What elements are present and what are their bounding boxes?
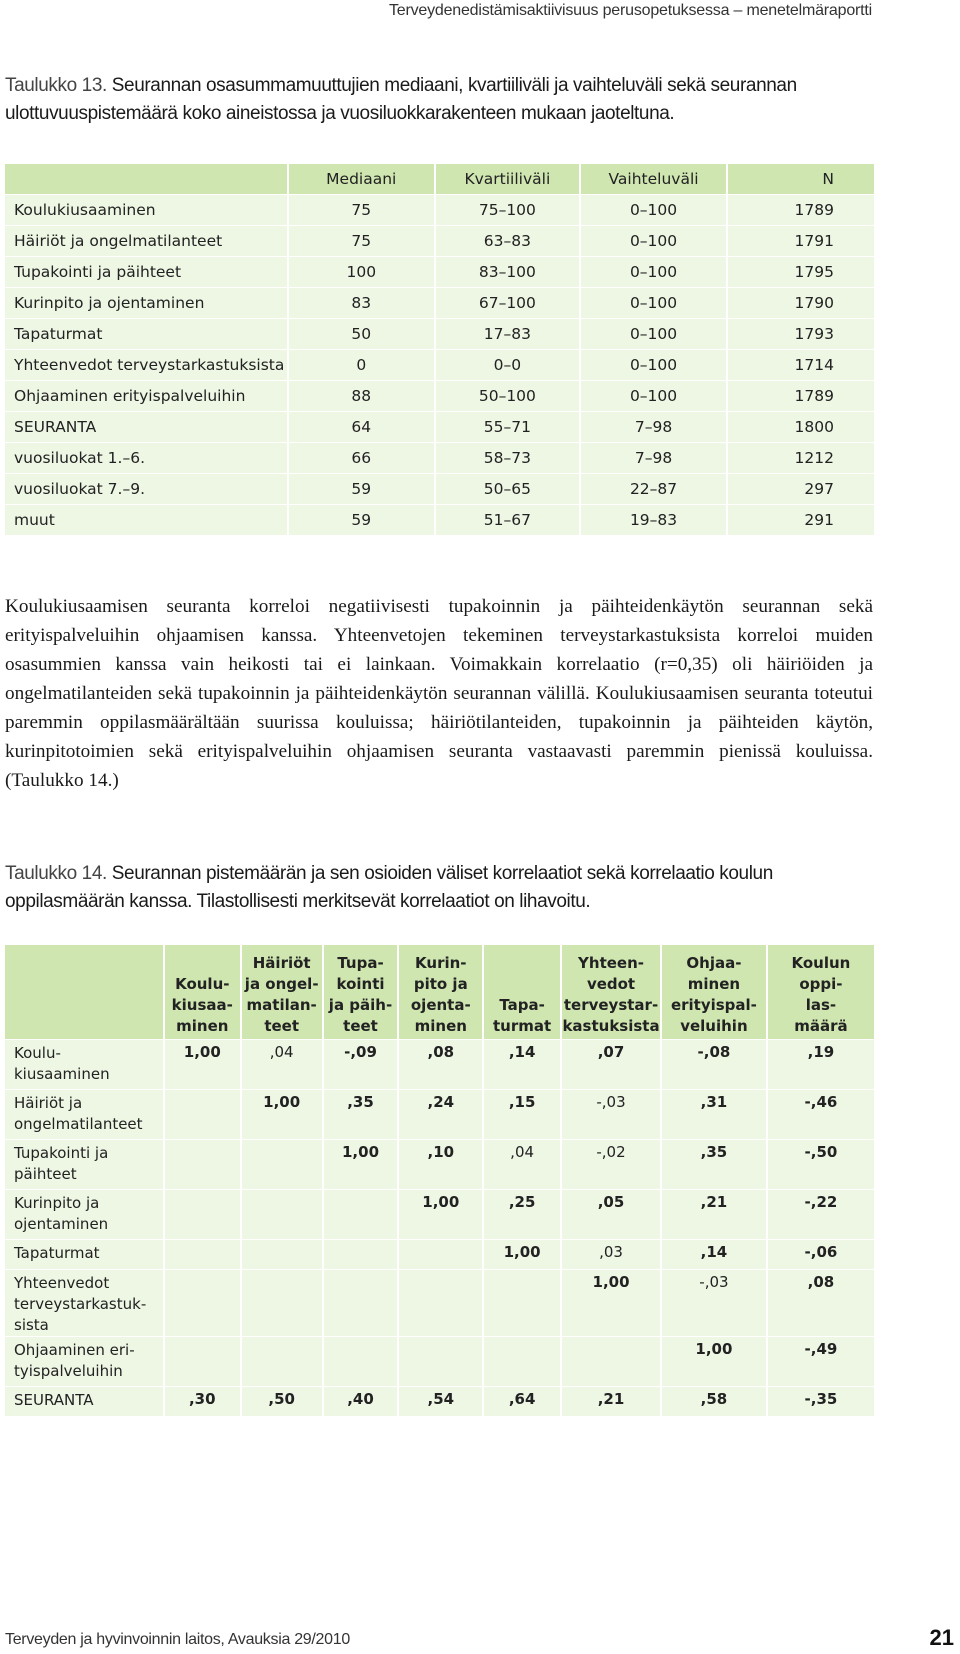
table13-row [4, 443, 875, 474]
table13-cell: 83 [288, 288, 435, 319]
table14-cell [164, 1190, 241, 1240]
table14-cell [164, 1337, 241, 1387]
table14-cell [561, 1337, 661, 1387]
running-header: Terveydenedistämisaktiivisuus perusopetuksessa – menetelmäraportti [388, 2, 872, 19]
table13-row-label: Kurinpito ja ojentaminen [4, 288, 288, 319]
table13-cell: 67–100 [435, 288, 581, 319]
table14-cell [323, 1240, 399, 1270]
table14-row [4, 1337, 875, 1387]
table13-row-label: Tapaturmat [4, 319, 288, 350]
table14-cell: -,09 [323, 1040, 399, 1090]
table14-row-label: Tupakointi ja päihteet [4, 1140, 164, 1190]
table14-row-label: Tapaturmat [4, 1240, 164, 1270]
table14-cell: ,21 [661, 1190, 767, 1240]
table13-header-cell: N [727, 164, 875, 195]
table13-header-cell: Kvartiiliväli [435, 164, 581, 195]
table14-caption-label: Taulukko 14. [5, 863, 107, 884]
table14-caption-text: Seurannan pistemäärän ja sen osioiden väliset korrelaatiot sekä korrelaatio koulun oppilasmäärän kanssa. Tilastollisesti merkitsevät korrelaatiot on lihavoitu. [5, 863, 773, 912]
table14-cell: ,30 [164, 1387, 241, 1417]
table13-cell: 17–83 [435, 319, 581, 350]
table14-row-label: SEURANTA [4, 1387, 164, 1417]
table14-cell: 1,00 [164, 1040, 241, 1090]
table14-cell: ,14 [661, 1240, 767, 1270]
table13-cell: 19–83 [580, 505, 727, 536]
table13-row-label: muut [4, 505, 288, 536]
table14-cell: ,31 [661, 1090, 767, 1140]
table14-row [4, 1240, 875, 1270]
table14-header-row [4, 945, 875, 1040]
table13-cell: 1793 [727, 319, 875, 350]
table14-cell: ,24 [398, 1090, 483, 1140]
body-paragraph: Koulukiusaamisen seuranta korreloi negatiivisesti tupakoinnin ja päihteidenkäytön seurannan sekä erityispalveluihin ohjaamisen kanssa. Yhteenvetojen tekeminen terveystarkastuksista korreloi muiden osasummien kanssa vain heikosti tai ei lainkaan. Voimakkain korrelaatio (r=0,35) oli häiriöiden ja ongelmatilanteiden sekä tupakoinnin ja päihteidenkäytön seurannan välillä. Koulukiusaamisen seuranta toteutui paremmin oppilasmäärältään suurissa kouluissa; häiriötilanteiden, tupakoinnin ja päihteiden käytön, kurinpitotoimien sekä erityispalveluihin ohjaamisen seuranta vastaavasti paremmin pienissä kouluissa. (Taulukko 14.) [5, 596, 873, 791]
table14-header-cell: Yhteen- vedot terveystar- kastuksista [561, 945, 661, 1040]
table14-row-label: Koulu- kiusaaminen [4, 1040, 164, 1090]
table14-cell [398, 1240, 483, 1270]
table13-cell: 7–98 [580, 412, 727, 443]
table14-cell: ,50 [241, 1387, 323, 1417]
table14-cell [483, 1337, 561, 1387]
table14-cell: ,58 [661, 1387, 767, 1417]
table13-cell: 1795 [727, 257, 875, 288]
table14-header-cell: Ohjaa- minen erityispal- veluihin [661, 945, 767, 1040]
table13-header-row [4, 164, 875, 195]
table13-cell: 1212 [727, 443, 875, 474]
table14-row [4, 1387, 875, 1417]
table14-cell: ,08 [767, 1270, 875, 1337]
table13-cell: 1800 [727, 412, 875, 443]
table13-row [4, 226, 875, 257]
table14-caption [5, 860, 875, 916]
table13-cell: 50 [288, 319, 435, 350]
table14-row [4, 1040, 875, 1090]
table14-row [4, 1090, 875, 1140]
table14-cell: ,35 [323, 1090, 399, 1140]
table14-cell: -,22 [767, 1190, 875, 1240]
table14-header-cell: Koulun oppi- las- määrä [767, 945, 875, 1040]
table13-header-cell [4, 164, 288, 195]
table14-cell: ,19 [767, 1040, 875, 1090]
table13-cell: 50–65 [435, 474, 581, 505]
table14-row [4, 1140, 875, 1190]
table13-cell: 64 [288, 412, 435, 443]
table14-cell: 1,00 [241, 1090, 323, 1140]
table14-cell: -,49 [767, 1337, 875, 1387]
table14-cell: ,08 [398, 1040, 483, 1090]
table14-cell: ,14 [483, 1040, 561, 1090]
table13-row-label: Häiriöt ja ongelmatilanteet [4, 226, 288, 257]
table13-cell: 1789 [727, 195, 875, 226]
table13-cell: 75–100 [435, 195, 581, 226]
table14-cell [164, 1140, 241, 1190]
table14-cell: ,64 [483, 1387, 561, 1417]
table14-header-cell: Häiriöt ja ongel- matilan- teet [241, 945, 323, 1040]
table13-row [4, 350, 875, 381]
table13-cell: 100 [288, 257, 435, 288]
table14-row-label: Kurinpito ja ojentaminen [4, 1190, 164, 1240]
table14-cell: -,35 [767, 1387, 875, 1417]
table13-row-label: vuosiluokat 1.–6. [4, 443, 288, 474]
table14-cell: 1,00 [561, 1270, 661, 1337]
table13-row [4, 474, 875, 505]
table14-header-cell: Tupa- kointi ja päih- teet [323, 945, 399, 1040]
table13-cell: 0–100 [580, 195, 727, 226]
table13-cell: 0 [288, 350, 435, 381]
table14-cell [323, 1337, 399, 1387]
table13-cell: 0–100 [580, 381, 727, 412]
table14-row [4, 1270, 875, 1337]
table13-cell: 1791 [727, 226, 875, 257]
footer-publisher: Terveyden ja hyvinvoinnin laitos, Avauksia 29/2010 [5, 1631, 350, 1648]
table14-header-cell: Kurin- pito ja ojenta- minen [398, 945, 483, 1040]
table14-cell: ,21 [561, 1387, 661, 1417]
table13-cell: 75 [288, 195, 435, 226]
table13-row [4, 412, 875, 443]
table13-header-cell: Mediaani [288, 164, 435, 195]
table13-cell: 0–100 [580, 226, 727, 257]
table14-cell: -,08 [661, 1040, 767, 1090]
table14-row-label: Häiriöt ja ongelmatilanteet [4, 1090, 164, 1140]
table14-header-cell: Tapa- turmat [483, 945, 561, 1040]
table14-cell [398, 1337, 483, 1387]
table13-cell: 83–100 [435, 257, 581, 288]
table14-cell: 1,00 [323, 1140, 399, 1190]
table14-row [4, 1190, 875, 1240]
table13-row-label: Tupakointi ja päihteet [4, 257, 288, 288]
table14-cell [241, 1140, 323, 1190]
table14-cell [323, 1270, 399, 1337]
table14-cell: -,02 [561, 1140, 661, 1190]
table14-cell: ,07 [561, 1040, 661, 1090]
table13-cell: 88 [288, 381, 435, 412]
table13 [3, 163, 875, 536]
table14-cell [164, 1240, 241, 1270]
table13-cell: 1790 [727, 288, 875, 319]
table13-cell: 51–67 [435, 505, 581, 536]
table13-cell: 291 [727, 505, 875, 536]
table13-cell: 0–100 [580, 288, 727, 319]
table14-row-label: Ohjaaminen eri- tyispalveluihin [4, 1337, 164, 1387]
table14-cell: -,03 [561, 1090, 661, 1140]
table13-cell: 59 [288, 474, 435, 505]
table13-row [4, 319, 875, 350]
table14-cell [241, 1270, 323, 1337]
table14-cell [241, 1190, 323, 1240]
table13-header-cell: Vaihteluväli [580, 164, 727, 195]
table13-row [4, 257, 875, 288]
table14-cell [398, 1270, 483, 1337]
table13-row-label: SEURANTA [4, 412, 288, 443]
table14-cell [483, 1270, 561, 1337]
table14-header-cell: Koulu- kiusaa- minen [164, 945, 241, 1040]
table13-cell: 75 [288, 226, 435, 257]
table14-cell [164, 1270, 241, 1337]
table14-cell: ,05 [561, 1190, 661, 1240]
table13-caption-label: Taulukko 13. [5, 75, 107, 96]
table13-cell: 1714 [727, 350, 875, 381]
table14-cell: -,50 [767, 1140, 875, 1190]
table13-cell: 7–98 [580, 443, 727, 474]
table13-cell: 0–0 [435, 350, 581, 381]
table14-cell: ,04 [483, 1140, 561, 1190]
table13-cell: 58–73 [435, 443, 581, 474]
table13-row-label: vuosiluokat 7.–9. [4, 474, 288, 505]
page-number: 21 [929, 1625, 954, 1650]
table14-cell: 1,00 [483, 1240, 561, 1270]
table13-cell: 50–100 [435, 381, 581, 412]
table14-cell: -,46 [767, 1090, 875, 1140]
table14-cell: ,54 [398, 1387, 483, 1417]
table13-cell: 0–100 [580, 350, 727, 381]
table13-row [4, 381, 875, 412]
table13-caption [5, 72, 875, 128]
table13-cell: 55–71 [435, 412, 581, 443]
table13-cell: 297 [727, 474, 875, 505]
table13-row-label: Yhteenvedot terveystarkastuksista [4, 350, 288, 381]
table14-cell: ,40 [323, 1387, 399, 1417]
table13-cell: 1789 [727, 381, 875, 412]
table13-caption-text: Seurannan osasummamuuttujien mediaani, kvartiiliväli ja vaihteluväli sekä seurannan ulottuvuuspistemäärä koko aineistossa ja vuosiluokkarakenteen mukaan jaoteltuna. [5, 75, 797, 124]
table14-cell: ,10 [398, 1140, 483, 1190]
table14-header-cell [4, 945, 164, 1040]
table14-cell: ,25 [483, 1190, 561, 1240]
table14-cell: -,03 [661, 1270, 767, 1337]
table14-cell [164, 1090, 241, 1140]
table14-cell: ,04 [241, 1040, 323, 1090]
table14-cell [323, 1190, 399, 1240]
table13-row [4, 195, 875, 226]
table13-cell: 22–87 [580, 474, 727, 505]
table13-row [4, 505, 875, 536]
table13-cell: 59 [288, 505, 435, 536]
table14-cell: 1,00 [661, 1337, 767, 1387]
table14-cell [241, 1240, 323, 1270]
table14-row-label: Yhteenvedot terveystarkastuk- sista [4, 1270, 164, 1337]
table14-cell: -,06 [767, 1240, 875, 1270]
table13-row [4, 288, 875, 319]
table13-cell: 63–83 [435, 226, 581, 257]
table13-cell: 0–100 [580, 257, 727, 288]
table14-cell: ,03 [561, 1240, 661, 1270]
table13-cell: 66 [288, 443, 435, 474]
table14-cell [241, 1337, 323, 1387]
table13-row-label: Ohjaaminen erityispalveluihin [4, 381, 288, 412]
table13-row-label: Koulukiusaaminen [4, 195, 288, 226]
table14-cell: 1,00 [398, 1190, 483, 1240]
table14 [3, 944, 875, 1417]
table14-cell: ,35 [661, 1140, 767, 1190]
table13-cell: 0–100 [580, 319, 727, 350]
table14-cell: ,15 [483, 1090, 561, 1140]
